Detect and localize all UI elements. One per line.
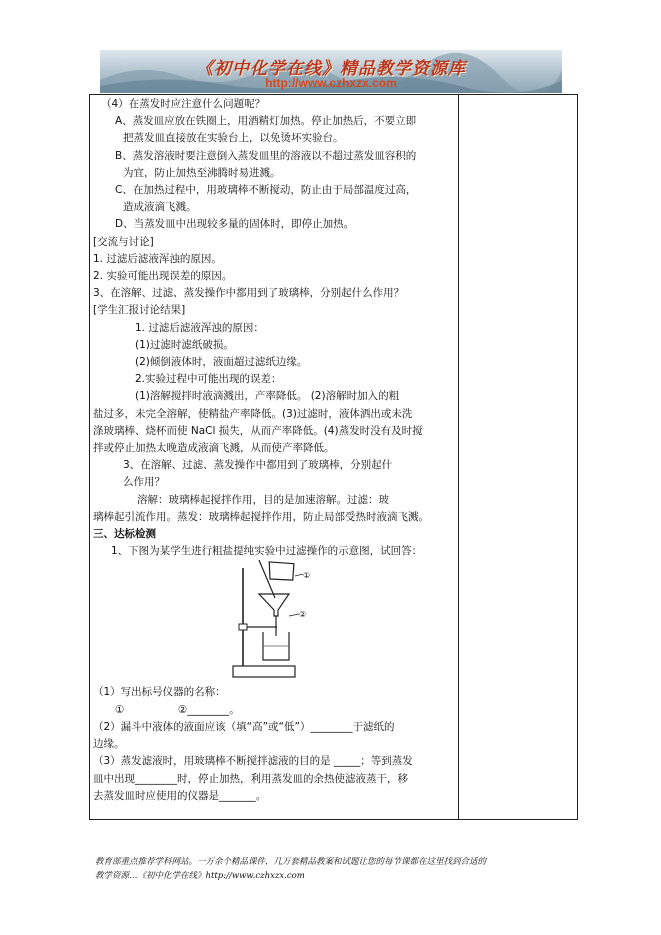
text-line: 盐过多，未完全溶解，使精盐产率降低。(3)过滤时，液体洒出或未洗 xyxy=(93,407,413,420)
text-line: 溶解：玻璃棒起搅拌作用，目的是加速溶解。过滤：玻 xyxy=(137,493,389,506)
text-line: A、蒸发皿应放在铁圈上，用酒精灯加热。停止加热后，不要立即 xyxy=(115,115,417,128)
text-line: （4）在蒸发时应注意什么问题呢？ xyxy=(101,98,266,110)
text-line: 3、在溶解、过滤、蒸发操作中都用到了玻璃棒，分别起什 xyxy=(123,459,393,472)
header-banner xyxy=(100,50,562,93)
text-line: 拌或停止加热太晚造成液滴飞溅，从而使产率降低。 xyxy=(93,442,335,455)
section-heading: [交流与讨论] xyxy=(93,235,154,248)
text-line: 2.实验过程中可能出现的误差： xyxy=(135,373,282,386)
footer-line-2: 教学资源…《初中化学在线》http://www.czhxzx.com xyxy=(95,871,305,881)
question-line: （3）蒸发滤液时，用玻璃棒不断搅拌滤液的目的是 _____；等到蒸发 xyxy=(93,755,413,768)
text-line: C、在加热过程中，用玻璃棒不断搅动，防止由于局部温度过高， xyxy=(115,184,417,197)
text-line: 2. 实验可能出现误差的原因。 xyxy=(93,270,233,283)
text-line: 1、下图为某学生进行粗盐提纯实验中过滤操作的示意图，试回答： xyxy=(111,545,423,558)
filtration-apparatus-diagram xyxy=(225,560,335,684)
text-line: 涤玻璃棒、烧杯而使 NaCl 损失，从而产率降低。(4)蒸发时没有及时搅 xyxy=(93,424,423,437)
text-line: D、当蒸发皿中出现较多量的固体时，即停止加热。 xyxy=(115,218,355,231)
question-line: 边缘。 xyxy=(93,738,125,751)
main-content xyxy=(93,96,455,805)
filtration-figure xyxy=(93,560,455,684)
question-line: 皿中出现________时，停止加热，利用蒸发皿的余热使滤液蒸干，移 xyxy=(93,772,408,785)
text-line: 造成液滴飞溅。 xyxy=(123,201,197,214)
section-heading: 三、达标检测 xyxy=(93,528,156,541)
text-line: 把蒸发皿直接放在实验台上，以免烫坏实验台。 xyxy=(123,132,344,145)
text-line: 1. 过滤后滤液浑浊的原因。 xyxy=(93,252,222,265)
text-line: 璃棒起引流作用。蒸发：玻璃棒起搅拌作用，防止局部受热时液滴飞溅。 xyxy=(93,510,429,523)
text-line: B、蒸发溶液时要注意倒入蒸发皿里的溶液以不超过蒸发皿容积的 xyxy=(115,149,417,162)
figure-label-2: ② xyxy=(299,610,307,620)
banner-title: 《初中化学在线》精品教学资源库 xyxy=(196,59,466,79)
banner-url[interactable]: http://www.czhxzx.com xyxy=(265,76,397,90)
text-line: 1. 过滤后滤液浑浊的原因： xyxy=(135,321,264,334)
question-line: （1）写出标号仪器的名称： xyxy=(93,686,226,699)
text-line: (1)过滤时滤纸破损。 xyxy=(135,338,234,351)
figure-label-1: ① xyxy=(303,571,311,581)
column-divider xyxy=(458,95,459,819)
text-line: 为宜，防止加热至沸腾时易进溅。 xyxy=(123,166,281,179)
section-heading: [学生汇报讨论结果] xyxy=(93,304,186,317)
text-line: 么作用？ xyxy=(123,476,165,489)
text-line: (2)倾倒液体时，液面超过滤纸边缘。 xyxy=(135,356,308,369)
question-line: （2）漏斗中液体的液面应该（填“高”或“低”）________于滤纸的 xyxy=(93,720,395,733)
text-line: 3、在溶解、过滤、蒸发操作中都用到了玻璃棒，分别起什么作用？ xyxy=(93,287,405,300)
text-line: (1)溶解搅拌时液滴溅出，产率降低。 (2)溶解时加入的粗 xyxy=(135,390,400,403)
question-line: 去蒸发皿时应使用的仪器是_______。 xyxy=(93,789,267,802)
footer-line-1: 教育部重点推荐学科网站。一万余个精品课件，几万套精品教案和试题让您的每节课都在这里找到合适的 xyxy=(95,857,487,867)
page-footer xyxy=(95,855,575,883)
question-line: ① ②________。 xyxy=(115,703,240,716)
